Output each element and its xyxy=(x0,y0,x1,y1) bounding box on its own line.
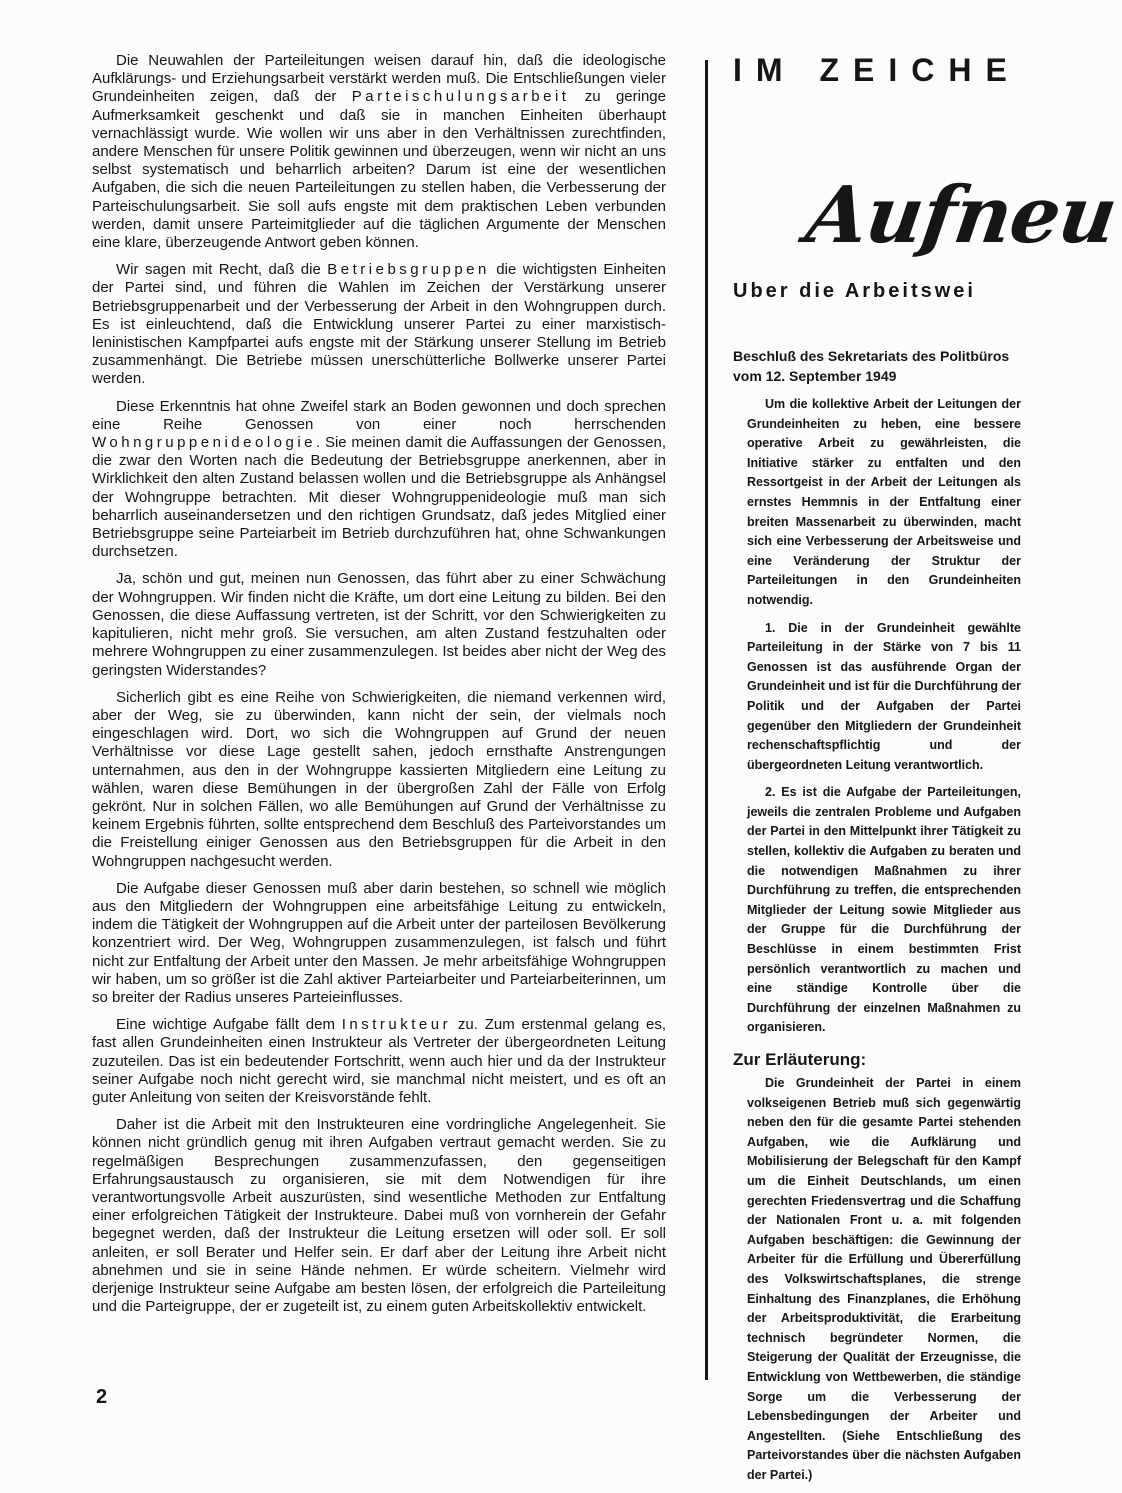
paragraph-2: Wir sagen mit Recht, daß die Betriebsgruppen die wichtigsten Einheiten der Partei sind, und führen die Wahlen im Zeichen der Verstärkung unserer Betriebsgruppenarbeit und der Verbesserung der Arbeit in den Wohngruppen durch. Es ist einleuchtend, daß die Entwicklung unserer Partei zu einer marxistisch-leninistischen Kampfpartei aufs engste mit der Stärkung unserer Stellung im Betrieb zusammenhängt. Die Betriebe müssen unerschütterliche Bollwerke unserer Partei werden. xyxy=(92,261,666,388)
resolution-title: Beschluß des Sekretariats des Politbüros vom 12. September 1949 xyxy=(733,348,1010,384)
emphasis-betriebsgruppen: Betriebsgruppen xyxy=(327,261,490,279)
resolution-point-1: 1. Die in der Grundeinheit gewählte Parteileitung in der Stärke von 7 bis 11 Genossen ist das ausführende Organ der Grundeinheit und ist für die Durchführung der Politik und der Aufgaben der Partei gegenüber den Mitgliedern der Grundeinheit rechenschaftspflichtig und der übergeordneten Leitung verantwortlich. xyxy=(747,620,1021,772)
paragraph-7: Eine wichtige Aufgabe fällt dem Instrukteur zu. Zum erstenmal gelang es, fast allen Grundeinheiten einen Instrukteur als Vertreter der übergeordneten Leitung zuzuteilen. Das ist ein bedeutender Fortschritt, wenn auch hier und da der Instrukteur seiner Aufgabe noch nicht gerecht wird, sie manchmal nicht meistert, und es oft an guter Anleitung von seiten der Kreisvorstände fehlt. xyxy=(92,1016,666,1106)
emphasis-instrukteur: Instrukteur xyxy=(341,1016,452,1034)
resolution-body xyxy=(739,395,1021,1038)
subheadline: Uber die Arbeitswei xyxy=(733,280,976,302)
paragraph-3: Diese Erkenntnis hat ohne Zweifel stark an Boden gewonnen und doch sprechen eine Reihe Genossen von einer noch herrschenden Wohngruppenideologie. Sie meinen damit die Auffassungen der Genossen, die zwar den Worten nach die Bedeutung der Betriebsgruppe anerkennen, aber in Wirklichkeit den alten Zustand belassen wollen und die Betriebsgruppe als Anhängsel der Wohngruppe betrachten. Mit dieser Wohngruppenideologie muß man sich beharrlich auseinandersetzen und den richtigen Grundsatz, daß jedes Mitglied einer Betriebsgruppe seine Parteiarbeit im Betrieb durchzuführen hat, ohne Schwankungen durchsetzen. xyxy=(92,397,666,561)
article-right-column xyxy=(733,346,1021,1493)
emphasis-parteischulungsarbeit: Parteischulungsarbeit xyxy=(351,88,570,106)
page-number: 2 xyxy=(96,1386,108,1408)
explanation-body xyxy=(739,1074,1021,1485)
paragraph-5: Sicherlich gibt es eine Reihe von Schwierigkeiten, die niemand verkennen wird, aber der Weg, sie zu überwinden, kann nicht der sein, der vielmals noch eingeschlagen wird. Dort, wo sich die Wohngruppen auf Grund der neuen Verhältnisse vor diese Lage gestellt sahen, jedoch ernsthafte Anstrengungen unternahmen, aus den in der Wohngruppe kassierten Mitgliedern eine Leitung zu wählen, waren diese Bemühungen in der übergroßen Zahl der Fälle von Erfolg gekrönt. Nur in solchen Fällen, wo alle Bemühungen auf Grund der Verhältnisse zu keinem Ergebnis führten, sollte entsprechend dem Beschluß des Parteivorstandes um die Freistellung einiger Genossen aus den Betriebsgruppen für die Arbeit in den Wohngruppen nachgesucht werden. xyxy=(92,688,666,870)
column-divider xyxy=(705,60,708,1380)
emphasis-wohngruppenideologie: Wohngruppenideologie xyxy=(92,434,317,452)
paragraph-8: Daher ist die Arbeit mit den Instrukteuren eine vordringliche Angelegenheit. Sie können nicht gründlich genug mit ihren Aufgaben vertraut gemacht werden. Sie zu regelmäßigen Besprechungen zusammenzufassen, den gegenseitigen Erfahrungsaustausch zu organisieren, sie mit dem Notwendigen für ihre verantwortungsvolle Arbeit auszurüsten, sind wesentliche Methoden zur Entfaltung einer erfolgreichen Tätigkeit der Instrukteure. Dabei muß von vornherein der Gefahr begegnet werden, daß der Instrukteur die Leitung ersetzen will oder soll. Er soll anleiten, er soll Berater und Helfer sein. Er darf aber der Leitung ihre Arbeit nicht abnehmen und sie in seine Hände nehmen. Er würde scheitern. Vielmehr wird derjenige Instrukteur seine Aufgabe am besten lösen, der erfolgreich die Parteileitung und die Parteigruppe, der er zugeteilt ist, zu einem guten Arbeitskollektiv entwickelt. xyxy=(92,1116,666,1316)
article-left-column xyxy=(92,52,666,1325)
resolution-intro: Um die kollektive Arbeit der Leitungen der Grundeinheiten zu heben, eine bessere operative Arbeit zu gewährleisten, die Initiative stärker zu entfalten und den Ressortgeist in der Arbeit der Leitungen als ernstes Hemmnis in der Entfaltung einer breiten Massenarbeit zu überwinden, macht sich eine Verbesserung der Arbeitsweise und eine Veränderung der Struktur der Parteileitungen in den Grundeinheiten notwendig. xyxy=(747,397,1021,607)
paragraph-4: Ja, schön und gut, meinen nun Genossen, das führt aber zu einer Schwächung der Wohngruppen. Wir finden nicht die Kräfte, um dort eine Leitung zu bilden. Bei den Genossen, die diese Auffassung vertreten, ist der Schritt, vor den Schwierigkeiten zu kapitulieren, nicht mehr groß. Sie versuchen, am alten Zustand festzuhalten oder mehrere Wohngruppen zu einer zusammenzulegen. Ist beides aber nicht der Weg des geringsten Widerstandes? xyxy=(92,570,666,679)
masthead-title: IM ZEICHE xyxy=(733,52,1021,88)
headline: Aufneu xyxy=(800,170,1122,261)
paragraph-6: Die Aufgabe dieser Genossen muß aber darin bestehen, so schnell wie möglich aus den Mitgliedern der Wohngruppen eine arbeitsfähige Leitung zu entwickeln, indem die Tätigkeit der Wohngruppen auf die Arbeit unter der parteilosen Bevölkerung konzentriert wird. Der Weg, Wohngruppen zusammenzulegen, ist falsch und führt nicht zur Entfaltung der Arbeit unter den Massen. Je mehr arbeitsfähige Wohngruppen wir haben, um so größer ist die Zahl aktiver Parteiarbeiter und Parteiarbeiterinnen, um so breiter der Radius unseres Parteieinflusses. xyxy=(92,879,666,1006)
explanation-text: Die Grundeinheit der Partei in einem volkseigenen Betrieb muß sich gegenwärtig neben den für die gesamte Partei stehenden Aufgaben, wie die Aufklärung und Mobilisierung der Belegschaft für den Kampf um die Einheit Deutschlands, um einen gerechten Friedensvertrag und die Schaffung der Nationalen Front u. a. mit folgenden Aufgaben beschäftigen: die Gewinnung der Arbeiter für die Erfüllung und Übererfüllung des Volkswirtschaftsplanes, die strenge Einhaltung des Finanzplanes, die Erhöhung der Arbeitsproduktivität, die Erarbeitung technisch begründeter Normen, die Steigerung der Qualität der Erzeugnisse, die Entwicklung von Wettbewerben, die ständige Sorge um die Verbesserung der Lebensbedingungen der Arbeiter und Angestellten. (Siehe Entschließung des Parteivorstandes über die nächsten Aufgaben der Partei.) xyxy=(747,1076,1021,1482)
explanation-heading: Zur Erläuterung: xyxy=(733,1050,867,1069)
resolution-point-2: 2. Es ist die Aufgabe der Parteileitungen, jeweils die zentralen Probleme und Aufgaben der Partei in den Mittelpunkt ihrer Tätigkeit zu stellen, kollektiv die Aufgaben zu beraten und die notwendigen Maßnahmen zu ihrer Durchführung zu treffen, die entsprechenden Mitglieder der Leitung sowie Mitglieder aus der Gruppe für die Durchführung der Beschlüsse in einem bestimmten Frist persönlich verantwortlich zu machen und eine ständige Kontrolle über die Durchführung der einzelnen Maßnahmen zu organisieren. xyxy=(747,785,1021,1035)
paragraph-1: Die Neuwahlen der Parteileitungen weisen darauf hin, daß die ideologische Aufklärungs- und Erziehungsarbeit verstärkt werden muß. Die Entschließungen vieler Grundeinheiten zeigen, daß der Parteischulungsarbeit zu geringe Aufmerksamkeit geschenkt und daß sie in manchen Einheiten überhaupt vernachlässigt wurde. Wie wollen wir uns aber in den Verhältnissen zurechtfinden, andere Menschen für unsere Politik gewinnen und überzeugen, wenn wir nicht an uns selbst systematisch und beharrlich arbeiten? Darum ist eine der wesentlichen Aufgaben, die sich die neuen Parteileitungen zu stellen haben, die Verbesserung der Parteischulungsarbeit. Sie soll aufs engste mit dem praktischen Leben verbunden werden, damit unsere Parteimitglieder auf die täglichen Argumente der Menschen eine klare, überzeugende Antwort geben können. xyxy=(92,52,666,252)
